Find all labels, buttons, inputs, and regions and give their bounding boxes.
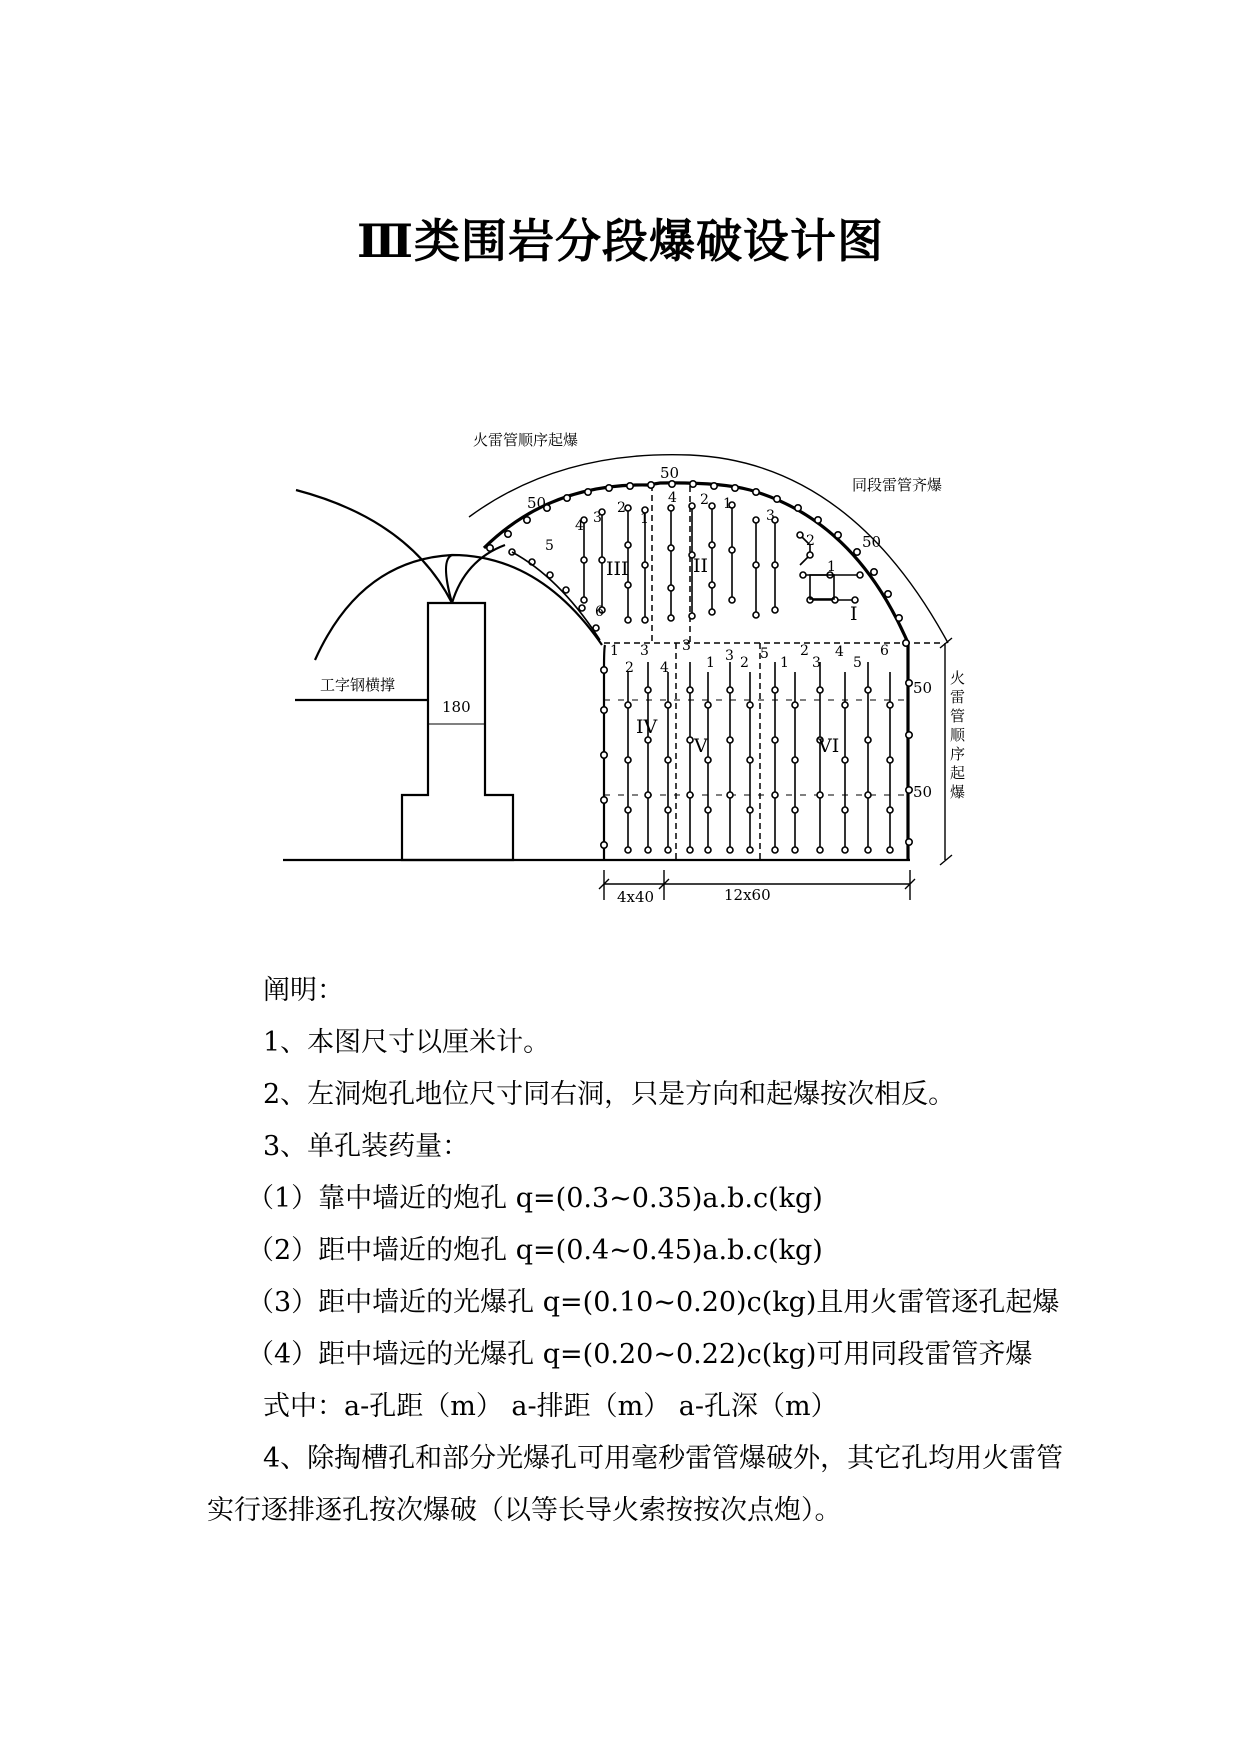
label-steel-brace: 工字钢横撑: [320, 676, 396, 694]
svg-text:2: 2: [740, 655, 749, 671]
note-item: （3）距中墙近的光爆孔 q=(0.10~0.20)c(kg)且用火雷管逐孔起爆: [247, 1287, 1060, 1318]
detonation-line-right: [452, 545, 505, 603]
note-item: （4）距中墙远的光爆孔 q=(0.20~0.22)c(kg)可用同段雷管齐爆: [247, 1339, 1033, 1370]
svg-text:6: 6: [880, 643, 889, 659]
svg-text:1: 1: [723, 496, 732, 512]
svg-text:5: 5: [760, 646, 769, 662]
notes-heading: 阐明：: [263, 975, 344, 1006]
svg-text:1: 1: [706, 655, 715, 671]
svg-text:2: 2: [700, 492, 709, 508]
svg-text:3: 3: [725, 648, 734, 664]
svg-text:1: 1: [780, 655, 789, 671]
svg-text:3: 3: [766, 508, 775, 524]
svg-text:3: 3: [812, 655, 821, 671]
note-item: 1、本图尺寸以厘米计。: [263, 1027, 551, 1058]
left-arch-inner: [315, 555, 602, 660]
svg-text:5: 5: [853, 655, 862, 671]
svg-text:4: 4: [835, 644, 844, 660]
detonation-line-left: [446, 555, 452, 603]
svg-text:2: 2: [617, 500, 626, 516]
page-title: Ⅲ类围岩分段爆破设计图: [356, 214, 885, 268]
svg-text:2: 2: [625, 660, 634, 676]
svg-text:4: 4: [668, 490, 677, 506]
left-arch-outer: [296, 490, 452, 603]
label-spacing-50-d: 50: [913, 679, 933, 697]
region-VI: VI: [818, 735, 840, 757]
note-item: 式中：a-孔距（m） a-排距（m） a-孔深（m）: [263, 1391, 838, 1422]
region-I: I: [850, 603, 858, 625]
svg-text:6: 6: [595, 604, 604, 620]
region-III: III: [606, 558, 629, 580]
label-seq-fire-right: 火雷管顺序起爆: [948, 670, 966, 803]
svg-text:2: 2: [800, 643, 809, 659]
label-spacing-50-e: 50: [913, 783, 933, 801]
svg-text:4: 4: [575, 518, 584, 534]
svg-text:3: 3: [640, 643, 649, 659]
label-spacing-50-b: 50: [660, 464, 680, 482]
note-item: 2、左洞炮孔地位尺寸同右洞，只是方向和起爆按次相反。: [263, 1079, 956, 1110]
svg-text:4: 4: [660, 660, 669, 676]
svg-text:5: 5: [545, 538, 554, 554]
svg-text:1: 1: [827, 559, 836, 575]
svg-text:3: 3: [682, 638, 691, 654]
label-spacing-50-a: 50: [527, 494, 547, 512]
label-dim-4x40: 4x40: [617, 888, 655, 906]
label-dim-12x60: 12x60: [724, 886, 771, 904]
note-item: （1）靠中墙近的炮孔 q=(0.3~0.35)a.b.c(kg): [247, 1183, 823, 1214]
region-IV: IV: [636, 716, 658, 738]
svg-text:1: 1: [610, 643, 619, 659]
label-seq-fire-top: 火雷管顺序起爆: [473, 431, 579, 449]
label-spacing-50-c: 50: [862, 533, 882, 551]
label-pillar-width: 180: [442, 698, 471, 716]
middle-pillar: [402, 603, 513, 860]
notes-section: [207, 965, 1087, 1537]
svg-text:2: 2: [806, 533, 815, 549]
note-item: 3、单孔装药量：: [263, 1131, 470, 1162]
region-II: II: [693, 555, 709, 577]
svg-text:1: 1: [640, 511, 649, 527]
note-item: 4、除掏槽孔和部分光爆孔可用毫秒雷管爆破外，其它孔均用火雷管实行逐排逐孔按次爆破（以等长导火索按按次点炮）。: [207, 1443, 1064, 1526]
svg-text:3: 3: [593, 510, 602, 526]
note-item: （2）距中墙近的炮孔 q=(0.4~0.45)a.b.c(kg): [247, 1235, 823, 1266]
region-V: V: [694, 735, 708, 757]
label-same-stage: 同段雷管齐爆: [852, 476, 943, 494]
